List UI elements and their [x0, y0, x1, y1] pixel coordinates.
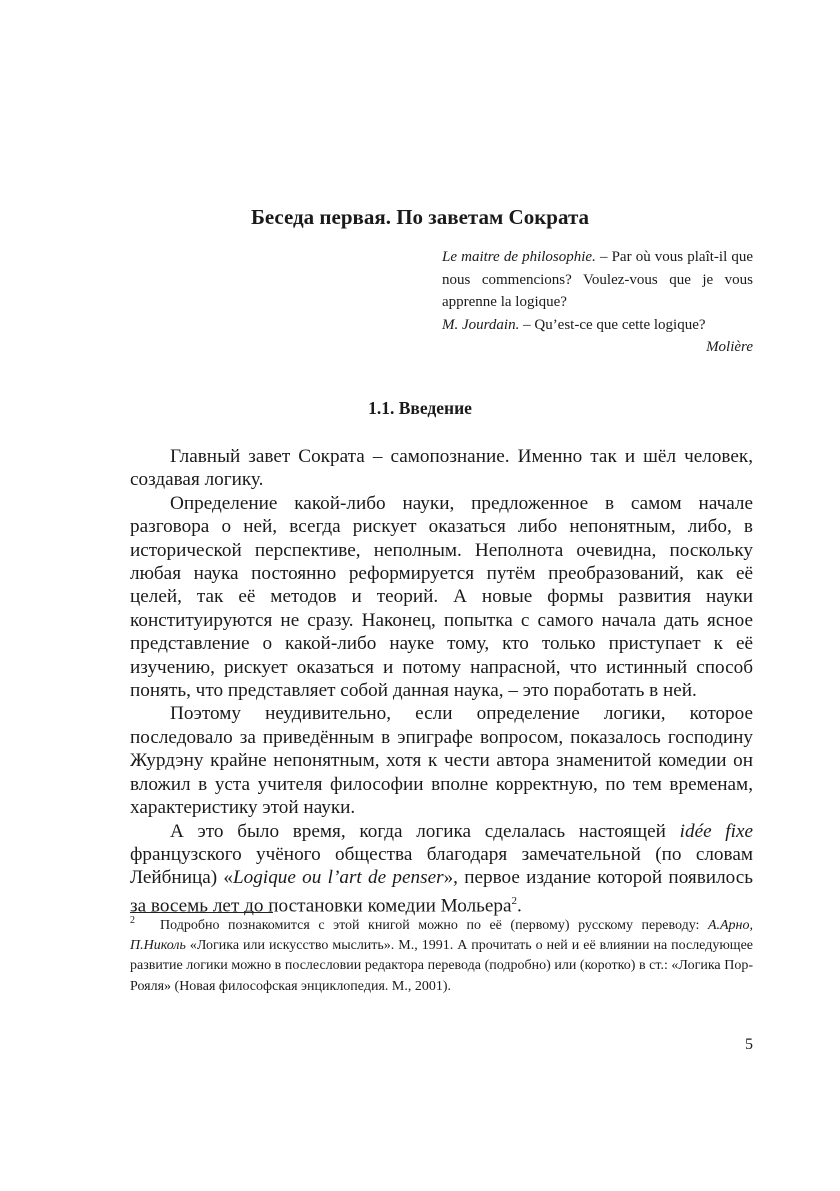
paragraph-3: Поэтому неудивительно, если определение логики, которое последовало за приведённым в эпиграфе вопросом, показалось господину Журдэну крайне непонятным, хотя к чести автора знаменитой комедии он вложил в уста учителя философии вполне корректную, по тем временам, характеристику этой науки.: [130, 703, 753, 819]
body-text: [130, 445, 753, 918]
paragraph-4-part-c: французского учёного общества благодаря замечательной (по словам Лейбница) «: [130, 843, 753, 889]
epigraph-line-1: – Par où vous plaît-il que nous commencions? Voulez-vous que je vous apprenne la logique?: [442, 249, 754, 310]
section-title: 1.1. Введение: [368, 398, 472, 418]
paragraph-4-end: .: [517, 895, 522, 917]
chapter-title: Беседа первая. По заветам Сократа: [250, 205, 590, 229]
footnote-part-b: «Логика или искусство мыслить». М., 1991. А прочитать о ней и её влиянии на последующее развитие логики можно в послесловии редактора перевода (подробно) или (коротко) в ст.: «Логика Пор-Рояля» (Новая философская энциклопедия. М., 2001).: [130, 938, 753, 994]
epigraph: [442, 246, 753, 359]
footnote-separator: [130, 912, 273, 913]
paragraph-4-part-e: », первое издание которой появилось за восемь лет до постановки комедии Мольера: [130, 867, 753, 917]
epigraph-speaker-2: M. Jourdain.: [442, 316, 520, 333]
epigraph-speaker-1: Le maitre de philosophie.: [442, 249, 596, 265]
paragraph-2: Определение какой-либо науки, предложенное в самом начале разговора о ней, всегда рискует оказаться либо непонятным, либо, в исторической перспективе, неполным. Неполнота очевидна, поскольку любая наука постоянно реформируется путём преобразований, как её целей, так её методов и теорий. А новые формы развития науки конституируются не сразу. Наконец, попытка с самого начала дать ясное представление о какой-либо науке тому, кто только приступает к её изучению, рискует оказаться и потому напрасной, что истинный способ понять, что представляет собой данная наука, – это поработать в ней.: [130, 492, 753, 702]
paragraph-4-part-a: А это было время, когда логика сделалась настоящей: [170, 820, 680, 842]
footnote: [130, 916, 753, 997]
epigraph-dialogue-1: [442, 246, 753, 314]
footnote-reference[interactable]: 2: [511, 894, 518, 907]
paragraph-1: Главный завет Сократа – самопознание. Именно так и шёл человек, создавая логику.: [130, 446, 753, 491]
epigraph-dialogue-2: [442, 314, 753, 337]
footnote-part-a: Подробно познакомится с этой книгой можно по её (первому) русскому переводу:: [160, 918, 708, 933]
page-number: 5: [745, 1036, 753, 1053]
idee-fixe-term: idée fixe: [679, 820, 753, 842]
paragraph-4: [130, 820, 753, 918]
epigraph-author: Molière: [706, 339, 753, 355]
book-title: Logique ou l’art de penser: [233, 867, 444, 889]
footnote-text: 2 Подробно познакомится с этой книгой можно по её (первому) русскому переводу: А.Арно, П.Николь «Логика или искусство мыслить». М., 1991. А прочитать о ней и её влиянии на последующее развитие логики можно в послесловии редактора перевода (подробно) или (коротко) в ст.: «Логика Пор-Рояля» (Новая философская энциклопедия. М., 2001).: [130, 915, 753, 994]
footnote-authors: А.Арно, П.Николь: [130, 918, 753, 954]
epigraph-line-2: – Qu’est-ce que cette logique?: [519, 316, 706, 333]
